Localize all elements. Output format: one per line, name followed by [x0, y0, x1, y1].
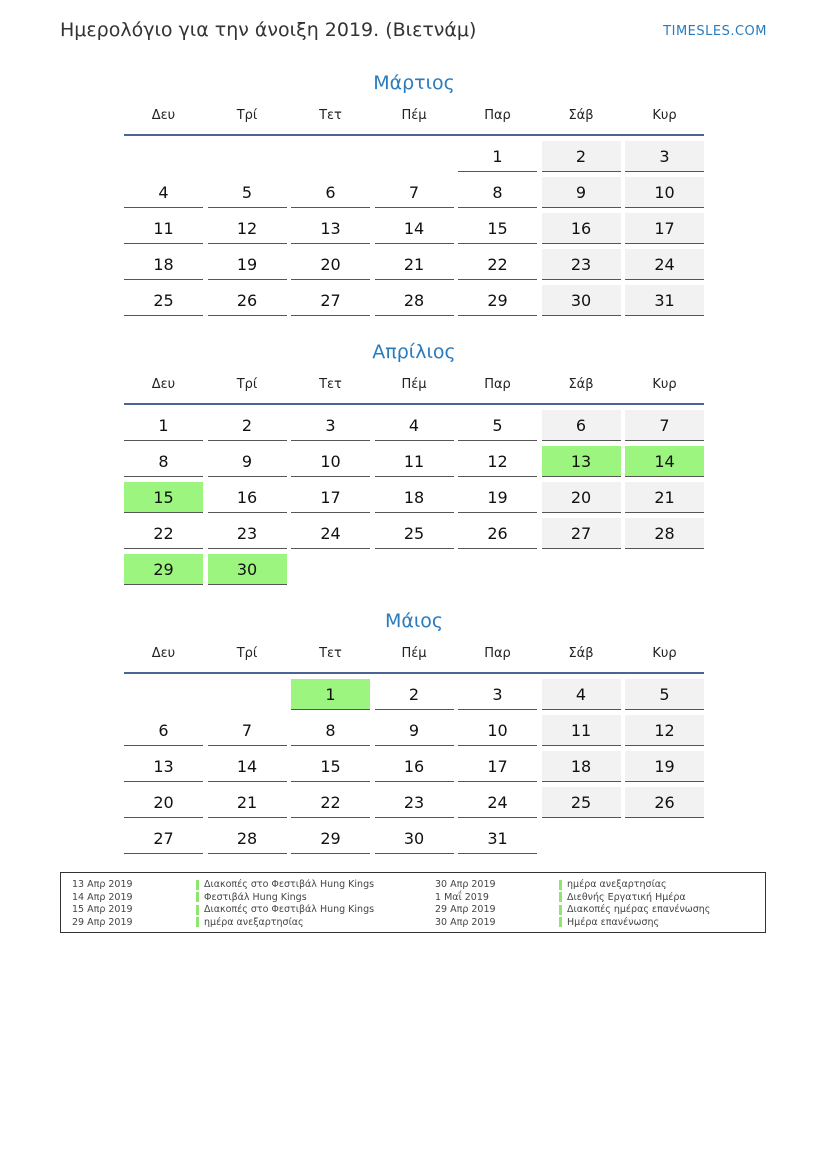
day-cell: 24	[291, 518, 370, 549]
empty-day-cell	[375, 141, 454, 172]
empty-day-cell	[458, 554, 537, 585]
legend-column-right	[435, 879, 710, 929]
day-cell: 18	[542, 751, 621, 782]
empty-day-cell	[625, 823, 704, 854]
legend-holiday-name: Ημέρα επανένωσης	[567, 916, 660, 928]
day-cell: 13	[124, 751, 203, 782]
weekday-header	[124, 642, 704, 674]
day-cell: 12	[458, 446, 537, 477]
legend-holiday-name: Φεστιβάλ Hung Kings	[204, 891, 307, 903]
day-cell: 15	[291, 751, 370, 782]
empty-day-cell	[291, 141, 370, 172]
empty-day-cell	[208, 141, 287, 172]
day-cell: 23	[542, 249, 621, 280]
month-calendar	[124, 70, 704, 316]
day-cell: 18	[375, 482, 454, 513]
brand-link[interactable]: TIMESLES.COM	[663, 24, 767, 39]
day-cell: 4	[542, 679, 621, 710]
day-grid	[124, 410, 704, 585]
day-cell: 9	[375, 715, 454, 746]
weekday-label: Δευ	[151, 646, 176, 661]
day-cell: 20	[291, 249, 370, 280]
legend-date: 29 Απρ 2019	[72, 916, 133, 928]
day-cell: 26	[458, 518, 537, 549]
weekday-label: Σάβ	[568, 646, 594, 661]
day-cell: 17	[458, 751, 537, 782]
day-cell: 10	[458, 715, 537, 746]
legend-holiday-name: Διακοπές στο Φεστιβάλ Hung Kings	[204, 904, 375, 915]
weekday-label: Κυρ	[652, 108, 677, 123]
day-cell: 19	[208, 249, 287, 280]
day-cell: 22	[458, 249, 537, 280]
day-cell: 2	[375, 679, 454, 710]
month-calendar	[124, 608, 704, 854]
day-cell: 30	[542, 285, 621, 316]
day-cell: 23	[208, 518, 287, 549]
day-cell: 7	[625, 410, 704, 441]
holiday-marker-icon	[196, 905, 199, 915]
day-cell: 2	[208, 410, 287, 441]
weekday-label: Παρ	[484, 108, 511, 123]
day-cell: 22	[291, 787, 370, 818]
day-cell: 14	[208, 751, 287, 782]
day-cell: 13	[291, 213, 370, 244]
month-name: Απρίλιος	[372, 341, 456, 363]
legend-date: 14 Απρ 2019	[72, 891, 133, 903]
holiday-day-cell: 30	[208, 554, 287, 585]
legend-date: 1 Μαΐ 2019	[435, 891, 489, 903]
weekday-label: Τετ	[319, 377, 342, 392]
day-cell: 16	[375, 751, 454, 782]
empty-day-cell	[124, 141, 203, 172]
day-cell: 27	[542, 518, 621, 549]
legend-item	[72, 904, 374, 917]
day-cell: 8	[458, 177, 537, 208]
day-cell: 21	[208, 787, 287, 818]
day-cell: 17	[291, 482, 370, 513]
legend-holiday-name: Διακοπές στο Φεστιβάλ Hung Kings	[204, 879, 375, 890]
day-cell: 15	[458, 213, 537, 244]
legend-item	[435, 917, 710, 930]
legend-date: 29 Απρ 2019	[435, 904, 496, 915]
holiday-marker-icon	[559, 880, 562, 890]
day-cell: 29	[291, 823, 370, 854]
day-cell: 10	[625, 177, 704, 208]
holiday-marker-icon	[196, 880, 199, 890]
day-cell: 4	[375, 410, 454, 441]
day-cell: 4	[124, 177, 203, 208]
legend-item	[72, 917, 374, 930]
day-cell: 28	[625, 518, 704, 549]
weekday-label: Τρί	[236, 377, 258, 392]
legend-holiday-name: Διακοπές ημέρας επανένωσης	[567, 904, 711, 915]
page-title: Ημερολόγιο για την άνοιξη 2019. (Βιετνάμ)	[60, 19, 477, 41]
day-cell: 29	[458, 285, 537, 316]
day-cell: 2	[542, 141, 621, 172]
day-cell: 1	[458, 141, 537, 172]
day-cell: 20	[542, 482, 621, 513]
holiday-marker-icon	[559, 905, 562, 915]
legend-item	[435, 904, 710, 917]
day-cell: 14	[375, 213, 454, 244]
holiday-marker-icon	[196, 892, 199, 902]
legend-date: 15 Απρ 2019	[72, 904, 133, 915]
legend-item	[72, 892, 374, 905]
day-cell: 11	[124, 213, 203, 244]
holiday-legend	[60, 872, 766, 933]
day-cell: 28	[375, 285, 454, 316]
holiday-marker-icon	[196, 917, 199, 927]
day-cell: 20	[124, 787, 203, 818]
day-cell: 24	[625, 249, 704, 280]
day-cell: 28	[208, 823, 287, 854]
day-cell: 3	[458, 679, 537, 710]
day-cell: 6	[291, 177, 370, 208]
weekday-label: Παρ	[484, 646, 511, 661]
legend-date: 30 Απρ 2019	[435, 879, 496, 890]
day-cell: 9	[542, 177, 621, 208]
holiday-day-cell: 14	[625, 446, 704, 477]
weekday-label: Πέμ	[401, 377, 427, 392]
day-cell: 11	[542, 715, 621, 746]
weekday-label: Τετ	[319, 108, 342, 123]
empty-day-cell	[542, 554, 621, 585]
day-cell: 3	[625, 141, 704, 172]
empty-day-cell	[208, 679, 287, 710]
weekday-label: Παρ	[484, 377, 511, 392]
day-cell: 11	[375, 446, 454, 477]
weekday-header	[124, 373, 704, 405]
day-cell: 23	[375, 787, 454, 818]
weekday-header	[124, 104, 704, 136]
legend-holiday-name: ημέρα ανεξαρτησίας	[567, 879, 667, 890]
day-cell: 8	[124, 446, 203, 477]
legend-item	[435, 892, 710, 905]
holiday-marker-icon	[559, 892, 562, 902]
day-cell: 25	[542, 787, 621, 818]
day-cell: 27	[124, 823, 203, 854]
day-cell: 9	[208, 446, 287, 477]
day-cell: 30	[375, 823, 454, 854]
day-cell: 19	[458, 482, 537, 513]
weekday-label: Τρί	[236, 646, 258, 661]
day-cell: 16	[208, 482, 287, 513]
day-cell: 1	[124, 410, 203, 441]
holiday-marker-icon	[559, 917, 562, 927]
day-cell: 12	[208, 213, 287, 244]
day-cell: 6	[124, 715, 203, 746]
holiday-day-cell: 13	[542, 446, 621, 477]
holiday-day-cell: 29	[124, 554, 203, 585]
day-cell: 16	[542, 213, 621, 244]
day-grid	[124, 679, 704, 854]
day-cell: 24	[458, 787, 537, 818]
weekday-label: Τρί	[236, 108, 258, 123]
weekday-label: Κυρ	[652, 646, 677, 661]
weekday-label: Κυρ	[652, 377, 677, 392]
day-cell: 10	[291, 446, 370, 477]
legend-item	[435, 879, 710, 892]
day-cell: 7	[375, 177, 454, 208]
weekday-label: Πέμ	[401, 646, 427, 661]
day-cell: 21	[375, 249, 454, 280]
day-cell: 19	[625, 751, 704, 782]
day-cell: 27	[291, 285, 370, 316]
day-cell: 21	[625, 482, 704, 513]
day-cell: 6	[542, 410, 621, 441]
day-cell: 7	[208, 715, 287, 746]
day-cell: 17	[625, 213, 704, 244]
empty-day-cell	[124, 679, 203, 710]
month-name: Μάιος	[384, 610, 444, 632]
legend-holiday-name: ημέρα ανεξαρτησίας	[204, 916, 304, 928]
weekday-label: Πέμ	[401, 108, 427, 123]
legend-column-left	[72, 879, 374, 929]
month-calendar	[124, 339, 704, 585]
holiday-day-cell: 1	[291, 679, 370, 710]
weekday-label: Σάβ	[568, 108, 594, 123]
day-cell: 25	[375, 518, 454, 549]
empty-day-cell	[375, 554, 454, 585]
day-cell: 12	[625, 715, 704, 746]
day-cell: 26	[625, 787, 704, 818]
day-cell: 5	[625, 679, 704, 710]
legend-date: 13 Απρ 2019	[72, 879, 133, 890]
weekday-label: Δευ	[151, 108, 176, 123]
month-name: Μάρτιος	[373, 72, 455, 94]
day-cell: 5	[458, 410, 537, 441]
day-cell: 31	[458, 823, 537, 854]
weekday-label: Τετ	[319, 646, 342, 661]
weekday-label: Σάβ	[568, 377, 594, 392]
weekday-label: Δευ	[151, 377, 176, 392]
day-grid	[124, 141, 704, 316]
day-cell: 3	[291, 410, 370, 441]
day-cell: 22	[124, 518, 203, 549]
holiday-day-cell: 15	[124, 482, 203, 513]
legend-item	[72, 879, 374, 892]
day-cell: 25	[124, 285, 203, 316]
day-cell: 26	[208, 285, 287, 316]
day-cell: 8	[291, 715, 370, 746]
day-cell: 18	[124, 249, 203, 280]
empty-day-cell	[542, 823, 621, 854]
legend-date: 30 Απρ 2019	[435, 916, 496, 928]
day-cell: 31	[625, 285, 704, 316]
empty-day-cell	[291, 554, 370, 585]
day-cell: 5	[208, 177, 287, 208]
empty-day-cell	[625, 554, 704, 585]
legend-holiday-name: Διεθνής Εργατική Ημέρα	[567, 891, 686, 903]
